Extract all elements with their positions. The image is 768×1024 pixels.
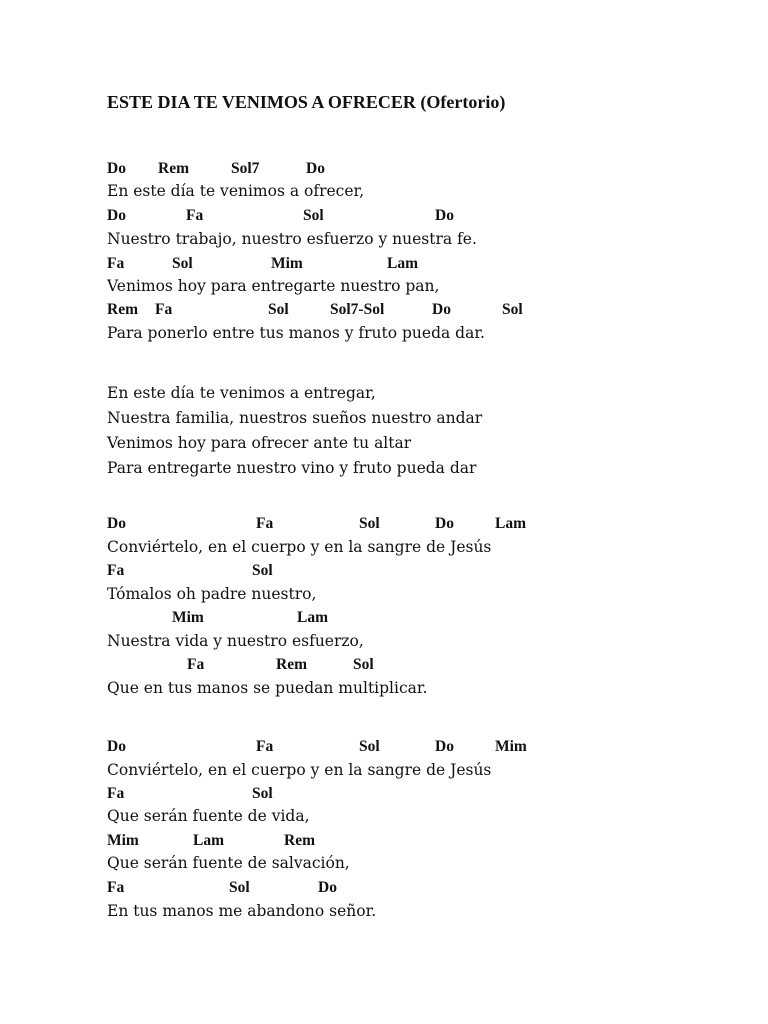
lyric-line: Para entregarte nuestro vino y fruto pueda dar (107, 459, 477, 477)
lyric-line: Nuestra vida y nuestro esfuerzo, (107, 632, 364, 650)
chord: Fa (186, 207, 204, 224)
lyric-line: Que en tus manos se puedan multiplicar. (107, 679, 428, 697)
chord: Sol (252, 562, 273, 579)
chord: Lam (495, 515, 526, 532)
chord: Rem (276, 656, 307, 673)
chord: Fa (107, 562, 125, 579)
chord: Sol7 (231, 160, 260, 177)
chord: Mim (495, 738, 527, 755)
chord: Sol (172, 255, 193, 272)
chord: Do (107, 515, 126, 532)
chord: Do (107, 207, 126, 224)
chord: Mim (271, 255, 303, 272)
chord: Rem (284, 832, 315, 849)
lyric-line: Nuestro trabajo, nuestro esfuerzo y nuestra fe. (107, 230, 477, 248)
chord: Lam (297, 609, 328, 626)
chord: Do (435, 207, 454, 224)
chord: Sol (502, 301, 523, 318)
lyric-line: Venimos hoy para ofrecer ante tu altar (107, 434, 412, 452)
chord: Do (432, 301, 451, 318)
chord: Fa (107, 785, 125, 802)
chord: Lam (387, 255, 418, 272)
lyric-line: Conviértelo, en el cuerpo y en la sangre de Jesús (107, 761, 492, 779)
chord: Do (107, 160, 126, 177)
chord: Fa (187, 656, 205, 673)
chord: Fa (107, 879, 125, 896)
chord: Sol (252, 785, 273, 802)
lyric-line: Para ponerlo entre tus manos y fruto pueda dar. (107, 324, 485, 342)
chord: Fa (256, 515, 274, 532)
chord: Sol (359, 515, 380, 532)
lyric-line: Que serán fuente de vida, (107, 807, 310, 825)
chord: Fa (155, 301, 173, 318)
song-title: ESTE DIA TE VENIMOS A OFRECER (Ofertorio) (107, 92, 506, 112)
chord: Do (435, 738, 454, 755)
chord: Sol (229, 879, 250, 896)
chord: Sol (268, 301, 289, 318)
lyric-line: En tus manos me abandono señor. (107, 902, 377, 920)
lyric-line: Tómalos oh padre nuestro, (107, 585, 317, 603)
lyric-line: Venimos hoy para entregarte nuestro pan, (107, 277, 440, 295)
chord: Lam (193, 832, 224, 849)
lyric-line: En este día te venimos a entregar, (107, 384, 376, 402)
chord: Do (318, 879, 337, 896)
lyric-line: Nuestra familia, nuestros sueños nuestro andar (107, 409, 483, 427)
chord: Rem (158, 160, 189, 177)
chord: Fa (256, 738, 274, 755)
lyric-line: Conviértelo, en el cuerpo y en la sangre de Jesús (107, 538, 492, 556)
chord: Do (107, 738, 126, 755)
chord: Rem (107, 301, 138, 318)
chord: Do (435, 515, 454, 532)
chord: Sol7-Sol (330, 301, 385, 318)
chord: Mim (172, 609, 204, 626)
chord: Sol (359, 738, 380, 755)
chord: Mim (107, 832, 139, 849)
chord: Sol (353, 656, 374, 673)
chord: Fa (107, 255, 125, 272)
lyric-line: Que serán fuente de salvación, (107, 854, 350, 872)
chord: Do (306, 160, 325, 177)
chord: Sol (303, 207, 324, 224)
lyric-line: En este día te venimos a ofrecer, (107, 182, 365, 200)
